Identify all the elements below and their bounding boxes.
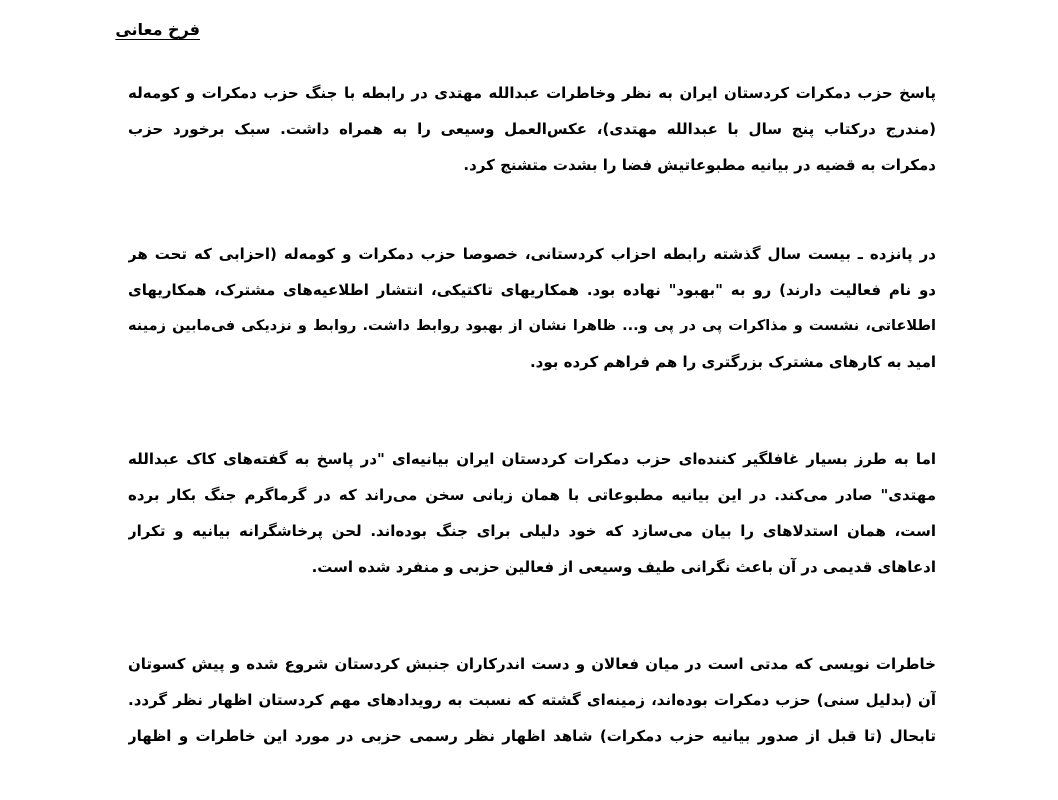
- paragraph-1: [128, 75, 936, 183]
- paragraph-line: آن (بدلیل سنی) حزب دمکرات بوده‌اند، زمینه‌ای گشته که نسبت به رویدادهای مهم کردستان اظهار نظر گردد.: [128, 691, 936, 709]
- paragraph-line: مهتدی" صادر می‌کند. در این بیانیه مطبوعاتی با همان زبانی سخن می‌راند که در گرماگرم جنگ بکار برده: [128, 486, 936, 504]
- paragraph-line: اطلاعاتی، نشست و مذاکرات پی در پی و... ظاهرا نشان از بهبود روابط داشت. روابط و نزدیکی فی‌مابین زمینه: [128, 318, 936, 334]
- paragraph-line: دمکرات به قضیه در بیانیه مطبوعاتیش فضا را بشدت متشنج کرد.: [463, 156, 936, 174]
- paragraph-line: امید به کارهای مشترک بزرگتری را هم فراهم کرده بود.: [529, 353, 936, 371]
- paragraph-line: اما به طرز بسیار غافلگیر کننده‌ای حزب دمکرات کردستان ایران بیانیه‌ای "در پاسخ به گفته‌های کاک عبدالله: [128, 450, 936, 468]
- paragraph-4: [128, 646, 936, 754]
- paragraph-line: ادعاهای قدیمی در آن باعث نگرانی طیف وسیعی از فعالین حزبی و منفرد شده است.: [311, 558, 936, 576]
- paragraph-line: تابحال (تا قبل از صدور بیانیه حزب دمکرات) شاهد اظهار نظر رسمی حزبی در مورد این خاطرات و اظهار: [128, 727, 936, 745]
- paragraph-2: [128, 236, 936, 380]
- paragraph-line: پاسخ حزب دمکرات کردستان ایران به نظر وخاطرات عبدالله مهتدی در رابطه با جنگ حزب دمکرات و کومه‌له: [128, 84, 936, 102]
- paragraph-line: است، همان استدلاهای را بیان می‌سازد که خود دلیلی برای جنگ بوده‌اند. لحن پرخاشگرانه بیانیه و تکرار: [128, 522, 936, 540]
- author-name: فرخ معانی: [115, 20, 200, 39]
- paragraph-line: در پانزده ـ بیست سال گذشته رابطه احزاب کردستانی، خصوصا حزب دمکرات و کومه‌له (احزابی که تحت هر: [128, 245, 936, 263]
- paragraph-3: [128, 441, 936, 585]
- paragraph-line: دو نام فعالیت دارند) رو به "بهبود" نهاده بود. همکاریهای تاکتیکی، انتشار اطلاعیه‌های مشترک، همکاریهای: [128, 281, 936, 299]
- paragraph-line: خاطرات نویسی که مدتی است در میان فعالان و دست اندرکاران جنبش کردستان شروع شده و پیش کسوتان: [128, 655, 936, 673]
- paragraph-line: (مندرج درکتاب پنج سال با عبدالله مهتدی)، عکس‌العمل وسیعی را به همراه داشت. سبک برخورد حزب: [128, 120, 936, 138]
